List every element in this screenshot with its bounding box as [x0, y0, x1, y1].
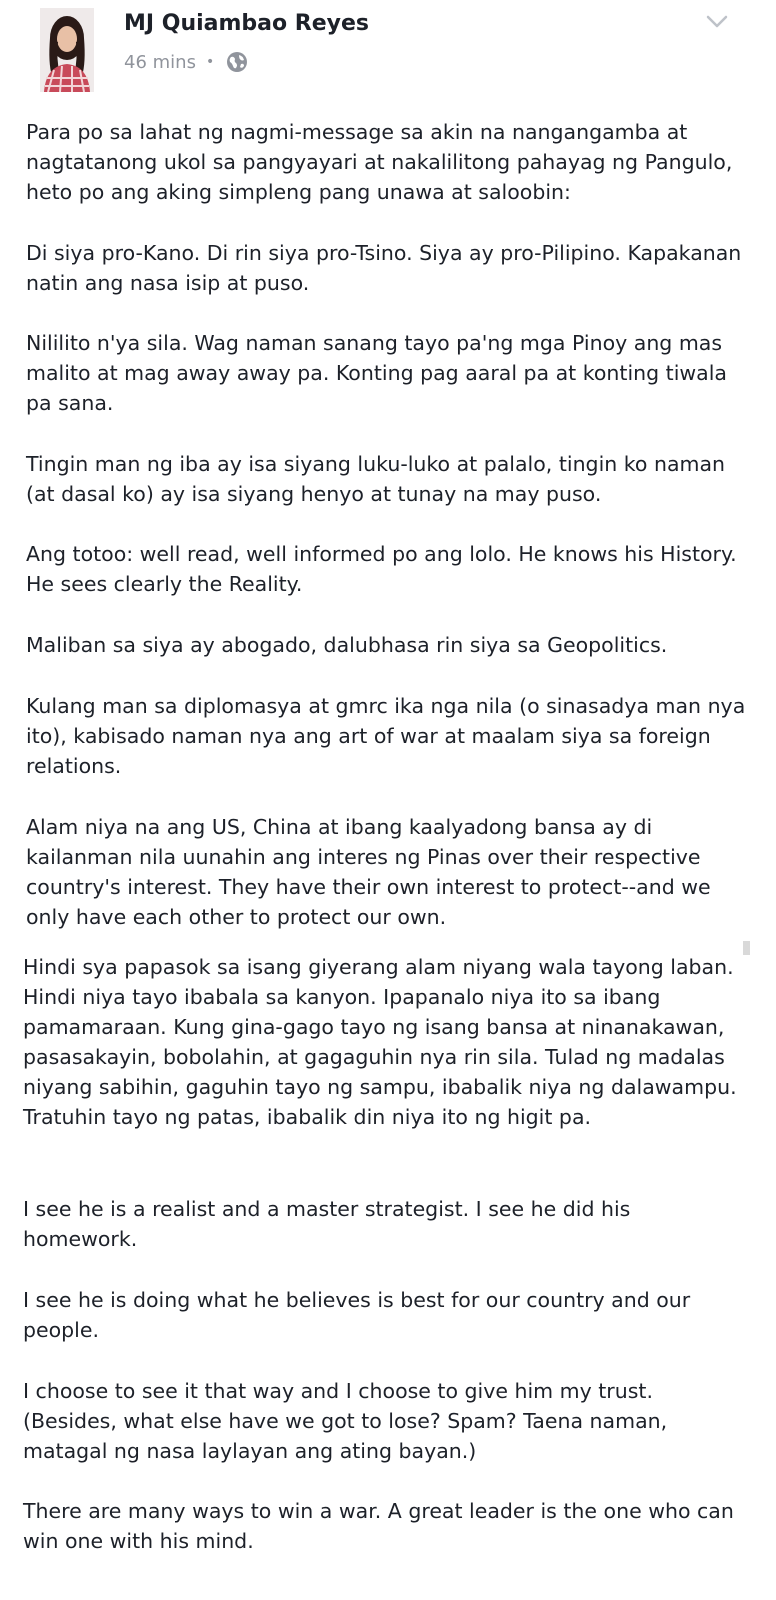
- post-header: [0, 0, 776, 100]
- post-paragraph: Ang totoo: well read, well informed po ang lolo. He knows his History. He sees clearly the Reality.: [26, 542, 737, 596]
- post-paragraph: Maliban sa siya ay abogado, dalubhasa rin siya sa Geopolitics.: [26, 633, 668, 657]
- post-paragraph: Hindi sya papasok sa isang giyerang alam niyang wala tayong laban. Hindi niya tayo ibabala sa kanyon. Ipapanalo niya ito sa ibang pamamaraan. Kung gina-gago tayo ng isang bansa at ninanakawan, pasasakayin, bobolahin, at gagaguhin nya rin sila. Tulad ng madalas niyang sabihin, gaguhin tayo ng sampu, ibabalik niya ng dalawampu. Tratuhin tayo ng patas, ibabalik din niya ito ng higit pa.: [23, 955, 737, 1129]
- post-paragraph: I see he is doing what he believes is best for our country and our people.: [23, 1288, 691, 1342]
- post-paragraph: Di siya pro-Kano. Di rin siya pro-Tsino. Siya ay pro-Pilipino. Kapakanan natin ang nasa isip at puso.: [26, 241, 742, 295]
- avatar[interactable]: [40, 8, 94, 92]
- globe-icon[interactable]: [226, 51, 248, 73]
- post-timestamp[interactable]: 46 mins: [124, 51, 196, 73]
- post-paragraph: Nililito n'ya sila. Wag naman sanang tayo pa'ng mga Pinoy ang mas malito at mag away away pa. Konting pag aaral pa at konting tiwala pa sana.: [26, 331, 727, 415]
- post-paragraph: Para po sa lahat ng nagmi-message sa akin na nangangamba at nagtatanong ukol sa pangyayari at nakalilitong pahayag ng Pangulo, heto po ang aking simpleng pang unawa at saloobin:: [26, 120, 733, 204]
- post-paragraph: Alam niya na ang US, China at ibang kaalyadong bansa ay di kailanman nila uunahin ang interes ng Pinas over their respective country's interest. They have their own interest to protect--and we only have each other to protect our own.: [26, 815, 711, 929]
- post-paragraph: Tingin man ng iba ay isa siyang luku-luko at palalo, tingin ko naman (at dasal ko) ay isa siyang henyo at tunay na may puso.: [26, 452, 726, 506]
- post-paragraph: There are many ways to win a war. A great leader is the one who can win one with his mind.: [23, 1499, 734, 1553]
- chevron-down-icon[interactable]: [702, 10, 732, 34]
- author-name[interactable]: MJ Quiambao Reyes: [124, 11, 369, 36]
- post-meta: [124, 49, 248, 75]
- post-paragraph: Kulang man sa diplomasya at gmrc ika nga nila (o sinasadya man nya ito), kabisado naman nya ang art of war at maalam siya sa foreign relations.: [26, 694, 746, 778]
- avatar-photo: [40, 8, 94, 92]
- post-paragraph: I see he is a realist and a master strategist. I see he did his homework.: [23, 1197, 631, 1251]
- meta-separator: •: [205, 54, 215, 70]
- post-paragraph: I choose to see it that way and I choose to give him my trust. (Besides, what else have we got to lose? Spam? Taena naman, matagal ng nasa laylayan ang ating bayan.): [23, 1379, 668, 1463]
